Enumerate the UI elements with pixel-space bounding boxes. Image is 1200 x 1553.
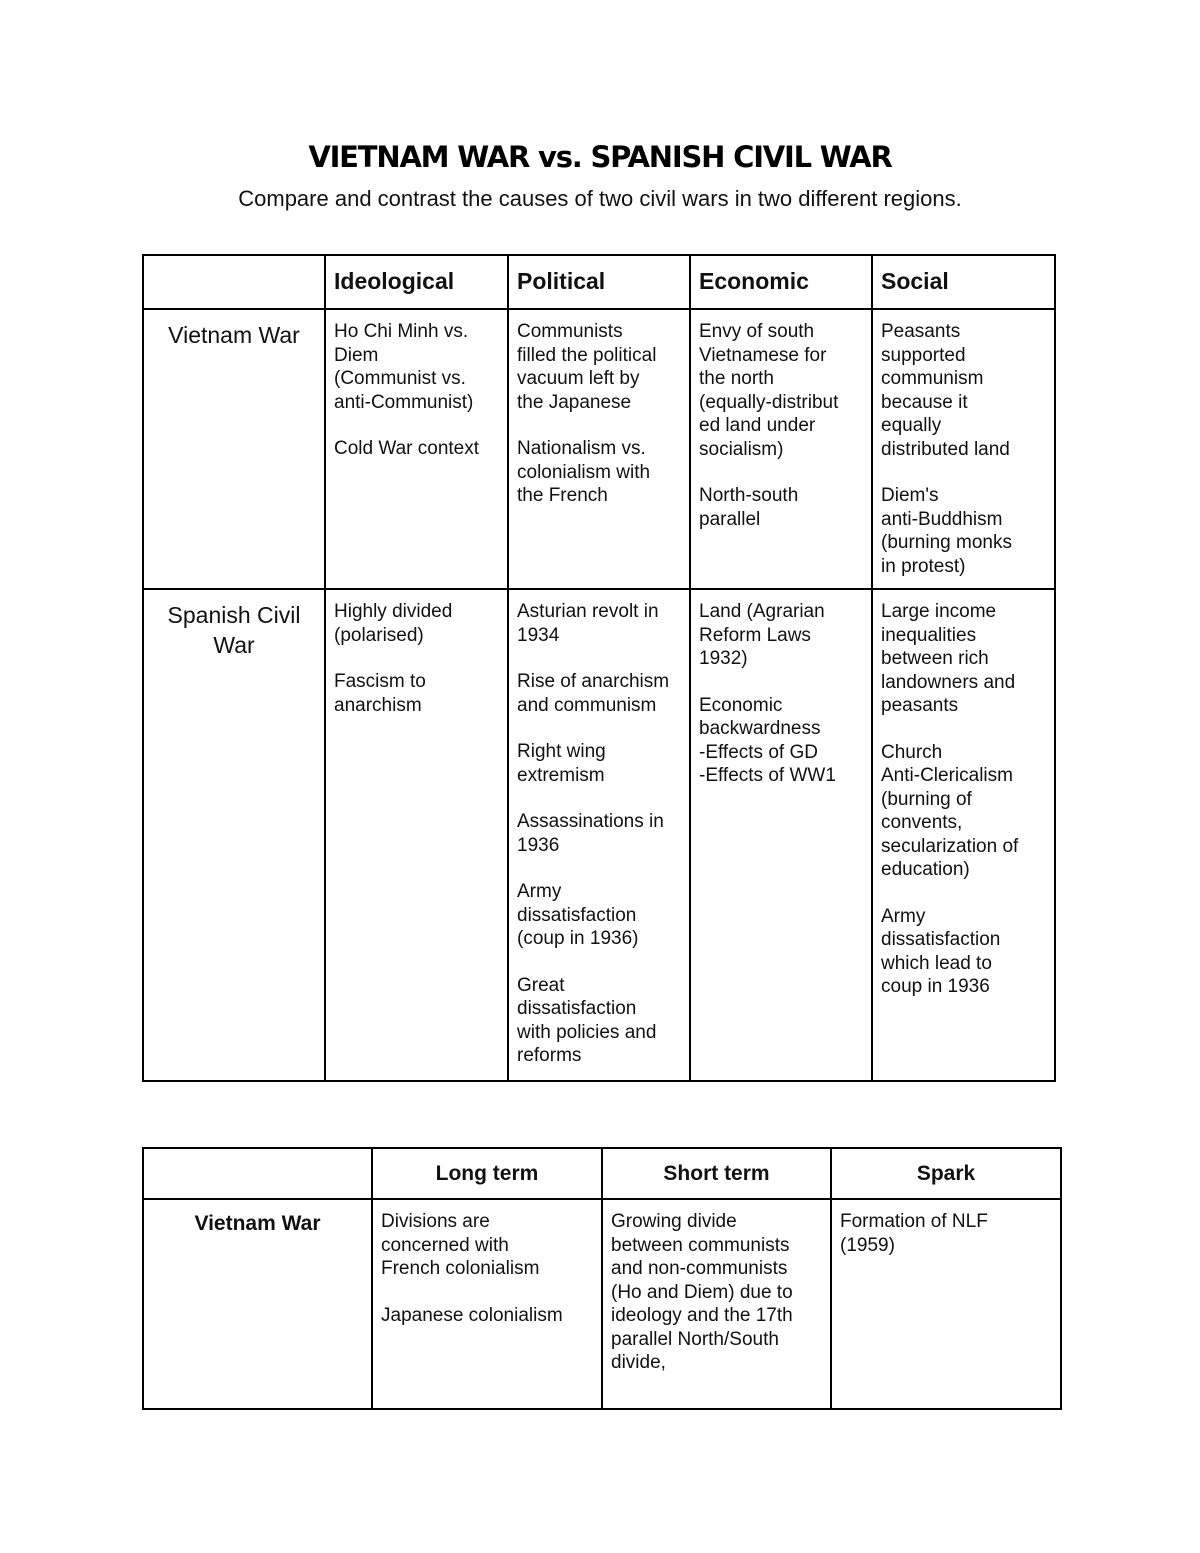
cell-text: Growing divide between communists and non-communists (Ho and Diem) due to ideology and the 17th parallel North/South divide, [611,1211,793,1373]
page-subtitle: Compare and contrast the causes of two civil wars in two different regions. [238,186,962,211]
cell-text: Assassinations in 1936 [517,811,664,856]
row-label-vietnam-war: Vietnam War [143,1199,372,1409]
table-header-row [143,255,1055,309]
cell-vietnam-spark [831,1199,1061,1409]
cell-spain-ideological [325,589,508,1081]
table-header-row [143,1148,1061,1199]
cell-vietnam-short-term [602,1199,831,1409]
cell-text: North-south parallel [699,485,799,530]
table-row-vietnam-war [143,309,1055,589]
causes-by-category-table [142,254,1056,1082]
cell-text: Envy of south Vietnamese for the north (equally-distribut ed land under socialism) [699,321,839,460]
header-political: Political [508,255,690,309]
cell-text: Great dissatisfaction with policies and reforms [517,974,657,1066]
cell-text: Cold War context [334,438,480,459]
row-label-vietnam-war: Vietnam War [143,309,325,589]
cell-text: Highly divided (polarised) [334,601,453,646]
cell-text: Economic backwardness -Effects of GD -Effects of WW1 [699,694,836,786]
header-ideological: Ideological [325,255,508,309]
cell-vietnam-ideological [325,309,508,589]
table-row-vietnam-war [143,1199,1061,1409]
page-title: VIETNAM WAR vs. SPANISH CIVIL WAR [308,140,892,174]
cell-vietnam-long-term [372,1199,602,1409]
cell-text: Formation of NLF (1959) [840,1211,988,1256]
cell-text: Peasants supported communism because it equally distributed land [881,321,1010,460]
cell-text: Army dissatisfaction which lead to coup in 1936 [881,905,1001,997]
header-cell-empty [143,255,325,309]
cell-text: Nationalism vs. colonialism with the French [517,438,651,506]
cell-text: Church Anti-Clericalism (burning of convents, secularization of education) [881,741,1019,880]
cell-spain-social [872,589,1055,1081]
header-social: Social [872,255,1055,309]
causes-by-timeframe-table [142,1147,1062,1410]
cell-spain-economic [690,589,872,1081]
cell-text: Fascism to anarchism [334,671,426,716]
cell-spain-political [508,589,690,1081]
cell-text: Land (Agrarian Reform Laws 1932) [699,601,825,669]
header-long-term: Long term [372,1148,602,1199]
cell-text: Divisions are concerned with French colonialism [381,1211,540,1279]
cell-text: Large income inequalities between rich landowners and peasants [881,601,1016,716]
cell-vietnam-economic [690,309,872,589]
cell-text: Army dissatisfaction (coup in 1936) [517,881,639,949]
cell-text: Communists filled the political vacuum left by the Japanese [517,321,657,413]
cell-text: Asturian revolt in 1934 [517,601,659,646]
cell-vietnam-social [872,309,1055,589]
header-cell-empty [143,1148,372,1199]
cell-text: Japanese colonialism [381,1304,563,1326]
header-short-term: Short term [602,1148,831,1199]
cell-text: Right wing extremism [517,741,606,786]
cell-text: Rise of anarchism and communism [517,671,670,716]
header-spark: Spark [831,1148,1061,1199]
header-economic: Economic [690,255,872,309]
cell-vietnam-political [508,309,690,589]
cell-text: Ho Chi Minh vs. Diem (Communist vs. anti-Communist) [334,321,474,413]
table-row-spanish-civil-war [143,589,1055,1081]
cell-text: Diem's anti-Buddhism (burning monks in protest) [881,485,1012,577]
row-label-spanish-civil-war: Spanish Civil War [143,589,325,1081]
